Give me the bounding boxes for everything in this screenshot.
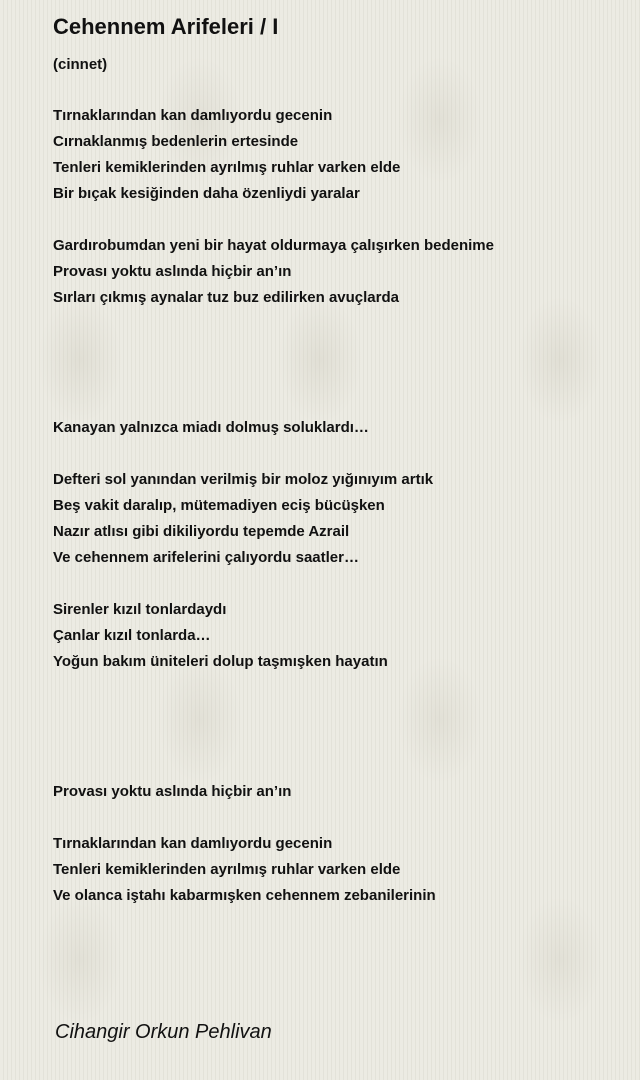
poem-line: Bir bıçak kesiğinden daha özenliydi yaralar	[53, 185, 360, 202]
poem-line: Defteri sol yanından verilmiş bir moloz yığınıyım artık	[53, 471, 434, 488]
poem-line	[53, 675, 623, 701]
poem-line	[53, 363, 623, 389]
poem-line: Tenleri kemiklerinden ayrılmış ruhlar varken elde	[53, 861, 401, 878]
poem-line: Kanayan yalnızca miadı dolmuş soluklardı…	[53, 419, 369, 436]
poem-line: Yoğun bakım üniteleri dolup taşmışken hayatın	[53, 653, 388, 670]
poem-line	[53, 805, 623, 831]
poem-line: Ve olanca iştahı kabarmışken cehennem zebanilerinin	[53, 887, 436, 904]
poem-subtitle: (cinnet)	[53, 56, 108, 73]
poem-line: Ve cehennem arifelerini çalıyordu saatler…	[53, 549, 359, 566]
poem-line: Nazır atlısı gibi dikiliyordu tepemde Azrail	[53, 523, 350, 540]
poem-line	[53, 441, 623, 467]
poem-line: Sirenler kızıl tonlardaydı	[53, 601, 227, 618]
poem-line	[53, 571, 623, 597]
poem-line: Tırnaklarından kan damlıyordu gecenin	[53, 835, 333, 852]
poem-line	[53, 753, 623, 779]
poem-body	[53, 103, 623, 909]
poem-line: Provası yoktu aslında hiçbir an’ın	[53, 263, 292, 280]
poem-line: Provası yoktu aslında hiçbir an’ın	[53, 783, 292, 800]
poem-line: Gardırobumdan yeni bir hayat oldurmaya çalışırken bedenime	[53, 237, 494, 254]
poem-line	[53, 701, 623, 727]
poem-line	[53, 389, 623, 415]
poem-line	[53, 337, 623, 363]
poem-line: Beş vakit daralıp, mütemadiyen eciş bücüşken	[53, 497, 385, 514]
poem-line	[53, 311, 623, 337]
poem-line: Tenleri kemiklerinden ayrılmış ruhlar varken elde	[53, 159, 401, 176]
poem-line: Çanlar kızıl tonlarda…	[53, 627, 211, 644]
poem-line	[53, 207, 623, 233]
poem-line: Sırları çıkmış aynalar tuz buz edilirken avuçlarda	[53, 289, 399, 306]
poem-line: Cırnaklanmış bedenlerin ertesinde	[53, 133, 299, 150]
poem-author: Cihangir Orkun Pehlivan	[55, 1021, 272, 1043]
poem-title: Cehennem Arifeleri / I	[53, 14, 279, 39]
poem-line	[53, 727, 623, 753]
poem-line: Tırnaklarından kan damlıyordu gecenin	[53, 107, 333, 124]
